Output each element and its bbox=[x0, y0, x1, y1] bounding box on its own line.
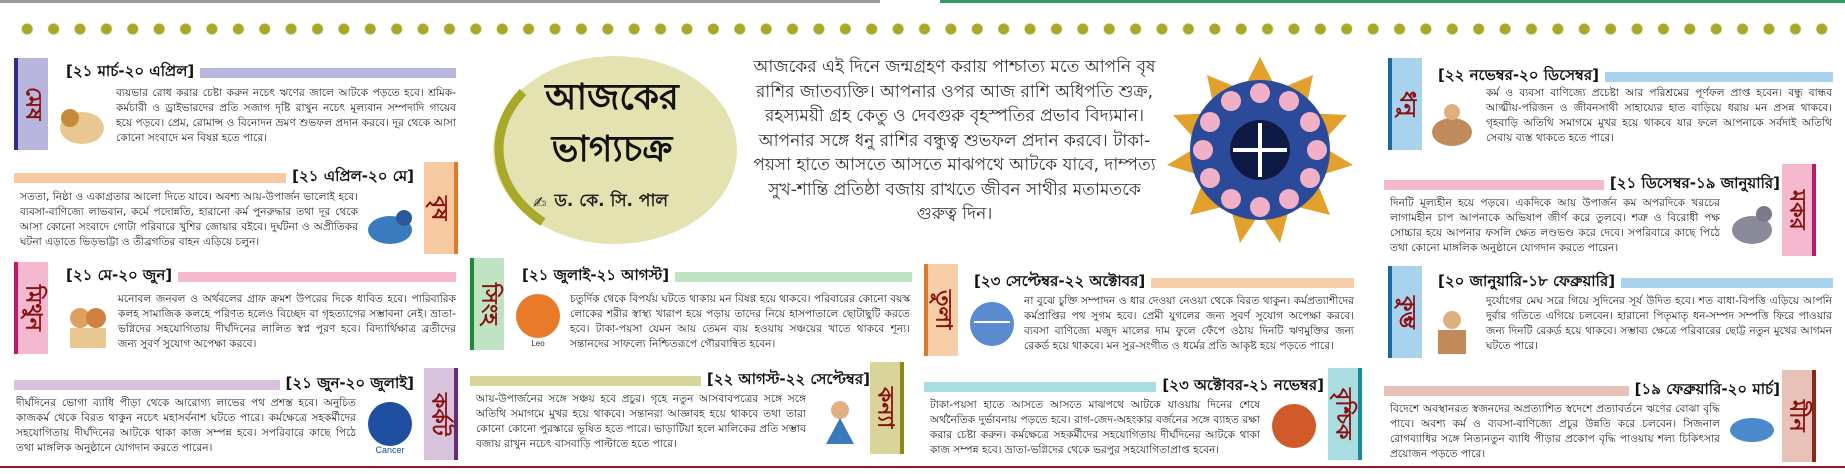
tab-meen bbox=[1782, 370, 1816, 462]
text-mithun: মনোবল জনবল ও অর্থবলের গ্রাফ ক্রমশ উপরের দিকে ধাবিত হবে। পারিবারিক কলহ সামাজিক কলহে পরিণত হলেও বিচ্ছেদ বা গৃহত্যাগের সম্ভাবনা নেই। ভ্রাতা-ভগ্নিদের সহযোগিতায় দীর্ঘদিনের লালিত স্বপ্ন পূরণ হবে। বিদ্যার্থিক্ষাত্র ব্রতীদের জন্য সুবর্ণ সুযোগ অপেক্ষা করবে। bbox=[118, 293, 456, 350]
text-makar: দিনটি মূল্যহীন হয়ে পড়বে। একদিকে আয় উপার্জন কম অপরদিকে খরচের লাগামহীন চাপ আপনাকে অভিষাপ জীর্ণ করে তুলবে। শত্রু ও বিরোধী পক্ষ সোচ্চার হয়ে আপনার ফসলি ক্ষেত লণ্ডভণ্ড করে দেবে। সপরিবারে কাছে পিঠে তথা কোনো মাঙ্গলিক অনুষ্ঠানে যোগদান করতে পারেন। bbox=[1390, 197, 1720, 254]
sign-name-mesh: মেষ bbox=[20, 87, 46, 121]
title-line1: আজকের bbox=[545, 76, 679, 118]
author-name: ড. কে. সি. পাল bbox=[554, 191, 669, 211]
archer-icon bbox=[1424, 96, 1480, 154]
text-meen: বিদেশে অবস্থানরত স্বজনদের অপ্রত্যাশিত স্বদেশে প্রত্যাবর্তনে ঋণের বোঝা বৃদ্ধি পাবে। অবশ্য কর্ম ও ব্যবসা-বাণিজ্যে প্রচুর উন্নতি করে চলবেন। সিজনাল রোগব্যাধির সঙ্গে নিত্যনতুন ব্যাধি পীড়ার প্রকোপ বৃদ্ধি পাওয়ায় শল্য চিকিৎসার প্রয়োজন পড়তে পারে। bbox=[1390, 403, 1720, 460]
tab-brish bbox=[424, 162, 458, 254]
text-kumbha: দুর্যোগের মেঘ সরে গিয়ে সুদিনের সূর্য উদিত হবে। শত বাধা-বিপত্তি এড়িয়ে আপনি দুর্বার গতিতে এগিয়ে চলবেন। হারানো পিতৃমাতৃ ধন-সম্পদ সম্পত্তি ফিরে পাওয়ার জন্য দিনটি রেকর্ড হয়ে থাকবে। সম্ভাব্য ক্ষেত্রে পরিবারের ছোট্ট নতুন মুখের আগমন ঘটতে পারে। bbox=[1486, 295, 1832, 352]
text-karkat: দীর্ঘদিনের ভোগা ব্যাধি পীড়া থেকে আরোগ্য লাভের পথ প্রশস্ত হবে। অনুচিত কাজকর্ম থেকে বিরত থাকুন নচেৎ মহাসর্বনাশ ঘটতে পারে। কর্মক্ষেত্রে সহকর্মীদের সহযোগিতায় দীর্ঘদিনের আটকে থাকা কাজ সম্পন্ন হবে। সপরিবারে কাছে পিঠে তথা মাঙ্গলিক অনুষ্ঠানে যোগদান করতে পারেন। bbox=[16, 397, 356, 454]
header-bar-dhanu bbox=[1605, 72, 1833, 82]
dotted-divider bbox=[14, 22, 1834, 36]
sign-name-meen: মীন bbox=[1784, 400, 1810, 432]
svg-text:Leo: Leo bbox=[531, 339, 545, 348]
svg-text:Cancer: Cancer bbox=[375, 445, 405, 455]
tab-kanya bbox=[870, 362, 904, 454]
sign-name-mithun: মিথুন bbox=[20, 285, 46, 331]
tab-singha bbox=[470, 258, 504, 350]
fish-icon bbox=[1724, 402, 1780, 460]
title-line2: ভাগ্যচক্র bbox=[551, 128, 673, 170]
date-range-brishchik: [২৩ অক্টোবর-২১ নভেম্বর] bbox=[1162, 376, 1324, 394]
date-range-mesh: [২১ মার্চ-২০ এপ্রিল] bbox=[66, 62, 195, 80]
top-rule-left bbox=[0, 0, 880, 3]
bottom-rule bbox=[0, 466, 1845, 468]
sign-name-brishchik: বৃশ্চিক bbox=[1330, 388, 1356, 440]
tab-brishchik bbox=[1328, 368, 1362, 460]
date-range-kanya: [২২ আগস্ট-২২ সেপ্টেম্বর] bbox=[706, 370, 870, 388]
crab-icon bbox=[362, 398, 418, 456]
date-range-singha: [২১ জুলাই-২১ আগস্ট] bbox=[522, 266, 670, 284]
text-kanya: আয়-উপার্জনের সঙ্গে সঞ্চয় হবে প্রচুর। গৃহে নতুন আসবাবপত্রের সঙ্গে সঙ্গে অতিথি সমাগমে মুখর হয়ে থাকবে। সন্তানরা আজ্ঞাবহ হয়ে থাকবে তথা তারা কোনো কোনো পুরস্কারে ভূষিত হতে পারে। ভাড়াটিয়া হলে মালিকের প্রতি সম্ভাব বজায় রাখুন নচেৎ বাসবাড়ি পাল্টাতে হতে পারে। bbox=[476, 393, 806, 450]
tab-makar bbox=[1782, 164, 1816, 256]
tab-dhanu bbox=[1388, 58, 1422, 150]
title-badge bbox=[483, 52, 741, 248]
tab-mithun bbox=[14, 262, 48, 354]
header-bar-karkat bbox=[14, 380, 280, 390]
top-rule-right bbox=[940, 0, 1845, 3]
header-bar-singha bbox=[675, 272, 912, 282]
text-tula: না বুঝে চুক্তি সম্পাদন ও ধার দেওয়া নেওয়া থেকে বিরত থাকুন। কর্মপ্রত্যাশীদের কর্মপ্রাপ্তির পথ সুগম হবে। প্রেমী যুগলের জন্য সুবর্ণ সুযোগ অপেক্ষা করবে। ব্যবসা বাণিজ্যে মজুদ মালের দাম ফুলে ফেঁপে ওঠায় দিনটি ঋণমুক্তির জন্য রেকর্ড হয়ে থাকবে। মন সুর-সংগীত ও ধর্মের প্রতি আকৃষ্ট হয়ে পড়তে পারে। bbox=[1024, 295, 1354, 352]
tab-mesh bbox=[14, 58, 48, 150]
pen-icon: ✍ bbox=[533, 192, 547, 212]
header-bar-makar bbox=[1384, 180, 1604, 190]
header-bar-mesh bbox=[200, 68, 456, 78]
text-brishchik: টাকা-পয়সা হাতে আসতে আসতে মাঝপথে আটকে যাওয়ায় দিনের শেষে অর্থনৈতিক দুর্ভাবনায় পড়তে হবে। রাগ-জেদ-অহংকার বর্জনের সঙ্গে ব্যাহত রক্ষা করার চেষ্টা করুন। কর্মক্ষেত্রে সহকর্মীদের সহযোগিতায় দীর্ঘদিনের আটকে থাকা কাজ সম্পন্ন হবে। ভ্রাতা-ভগ্নিদের থেকে ভরপুর সহযোগিতাপ্রাপ্ত হবেন। bbox=[930, 399, 1260, 456]
sign-name-tula: তুলা bbox=[930, 290, 956, 330]
maiden-icon bbox=[812, 392, 868, 450]
water-bearer-icon bbox=[1424, 302, 1480, 360]
text-mesh: ব্যয়ভার রোধ করার চেষ্টা করুন নচেৎ ঋণের জালে আটকে পড়তে হবে। শ্রমিক-কর্মচারী ও ড্রাইভারদের প্রতি সজাগ দৃষ্টি রাখুন নচেৎ মূল্যবান সম্পদাদি গায়েব হয়ে পড়বে। প্রেম, রোমান্স ও বিনোদন ভ্রমণ শুভফল প্রদান করবে। দূর থেকে আসা কোনো সংবাদে মন বিষণ্ণ হতে পারে। bbox=[116, 87, 456, 144]
header-bar-mithun bbox=[178, 272, 456, 282]
scorpion-icon bbox=[1266, 398, 1322, 456]
header-bar-brish bbox=[14, 173, 286, 183]
sign-name-brish: বৃষ bbox=[426, 195, 452, 221]
sign-name-kanya: কন্যা bbox=[872, 387, 898, 429]
sign-name-kumbha: কুম্ভ bbox=[1394, 295, 1420, 329]
date-range-kumbha: [২০ জানুয়ারি-১৮ ফেব্রুয়ারি] bbox=[1438, 272, 1616, 290]
zodiac-wheel-icon bbox=[1165, 55, 1355, 245]
tab-tula bbox=[924, 264, 958, 356]
twins-icon bbox=[60, 296, 116, 354]
header-bar-tula bbox=[1151, 278, 1354, 288]
date-range-mithun: [২১ মে-২০ জুন] bbox=[66, 266, 173, 284]
date-range-tula: [২৩ সেপ্টেম্বর-২২ অক্টোবর] bbox=[974, 272, 1146, 290]
date-range-brish: [২১ এপ্রিল-২০ মে] bbox=[292, 167, 414, 185]
date-range-meen: [১৯ ফেব্রুয়ারি-২০ মার্চ] bbox=[1634, 380, 1780, 398]
text-brish: সততা, নিষ্ঠা ও একাগ্রতার আলো দিতে যাবে। অবশ্য আয়-উপার্জন ভালোই হবে। ব্যবসা-বাণিজ্যে লাভবান, কর্মে পদোন্নতি, হারানো কর্ম পুনরুদ্ধার তথা দূর থেকে আসা কোনো সংবাদে গোটা পরিবারে খুশির জোয়ার বইবে। দুর্ঘটনা ও অপ্রীতিকর ঘটনা এড়াতে ভিড়ভাট্টা ও তীব্রগতির বাহন এড়িয়ে চলুন। bbox=[20, 191, 358, 248]
header-bar-kanya bbox=[470, 376, 701, 386]
header-bar-meen bbox=[1384, 386, 1629, 396]
scales-icon bbox=[964, 296, 1020, 354]
goat-icon bbox=[1724, 196, 1780, 254]
tab-karkat bbox=[424, 368, 458, 460]
date-range-dhanu: [২২ নভেম্বর-২০ ডিসেম্বর] bbox=[1438, 66, 1599, 84]
intro-paragraph: আজকের এই দিনে জন্মগ্রহণ করায় পাশ্চাত্য মতে আপনি বৃষ রাশির জাতব্যক্তি। আপনার ওপর আজ রাশি অধিপতি শুক্র, রহস্যময়ী গ্রহ কেতু ও দেবগুরু বৃহস্পতির প্রভাব বিদ্যমান। আপনার সঙ্গে ধনু রাশির বন্ধুত্ব শুভফল প্রদান করবে। টাকা-পয়সা হাতে আসতে আসতে মাঝপথে আটকে যাবে, দাম্পত্য সুখ-শান্তি প্রতিষ্ঠা বজায় রাখতে জীবন সাথীর মতামতকে গুরুত্ব দিন। bbox=[753, 57, 1156, 224]
sign-name-singha: সিংহ bbox=[476, 283, 502, 325]
date-range-makar: [২১ ডিসেম্বর-১৯ জানুয়ারি] bbox=[1609, 174, 1780, 192]
bull-icon bbox=[362, 196, 418, 254]
ram-icon bbox=[54, 96, 110, 154]
sign-name-karkat: কর্কট bbox=[426, 392, 452, 436]
text-dhanu: কর্ম ও ব্যবসা বাণিজ্যে প্রচেষ্টা আর পরিশ্রমের পূর্ণফল প্রাপ্ত হবেন। বন্ধু বান্ধব আত্মীয়-পরিজন ও জীবনসাথী সাহায্যের হাত বাড়িয়ে ধরায় মন প্রসন্ন থাকবে। গৃহবাড়ি অতিথি সমাগমে মুখর হয়ে থাকবে যার ফলে আপনাকে সর্বদাই অতিথি সেবায় ব্যস্ত থাকতে হতে পারে। bbox=[1486, 87, 1832, 144]
date-range-karkat: [২১ জুন-২০ জুলাই] bbox=[285, 374, 414, 392]
lion-icon bbox=[510, 290, 566, 348]
sign-name-dhanu: ধনু bbox=[1394, 91, 1420, 117]
tab-kumbha bbox=[1388, 266, 1422, 358]
sign-name-makar: মকর bbox=[1784, 190, 1810, 230]
header-bar-kumbha bbox=[1621, 278, 1833, 288]
text-singha: চতুর্দিক থেকে বিপর্যয় ঘটতে থাকায় মন বিষণ্ণ হয়ে থাকবে। পরিবারের কোনো বয়স্ক লোকের শরীর স্বাস্থ্য খারাপ হয়ে পড়ায় তাদের নিয়ে হাসপাতালে ছোটাছুটি করতে হবে। টাকা-পয়সা যেমন আয় তেমন ব্যয় হওয়ায় সঞ্চয়ের খাতে থাকবে শূন্য। সন্তানদের সাফল্যে নিশ্চিতরূপে গৌরবান্বিত হবেন। bbox=[570, 293, 910, 350]
header-bar-brishchik bbox=[924, 382, 1156, 392]
